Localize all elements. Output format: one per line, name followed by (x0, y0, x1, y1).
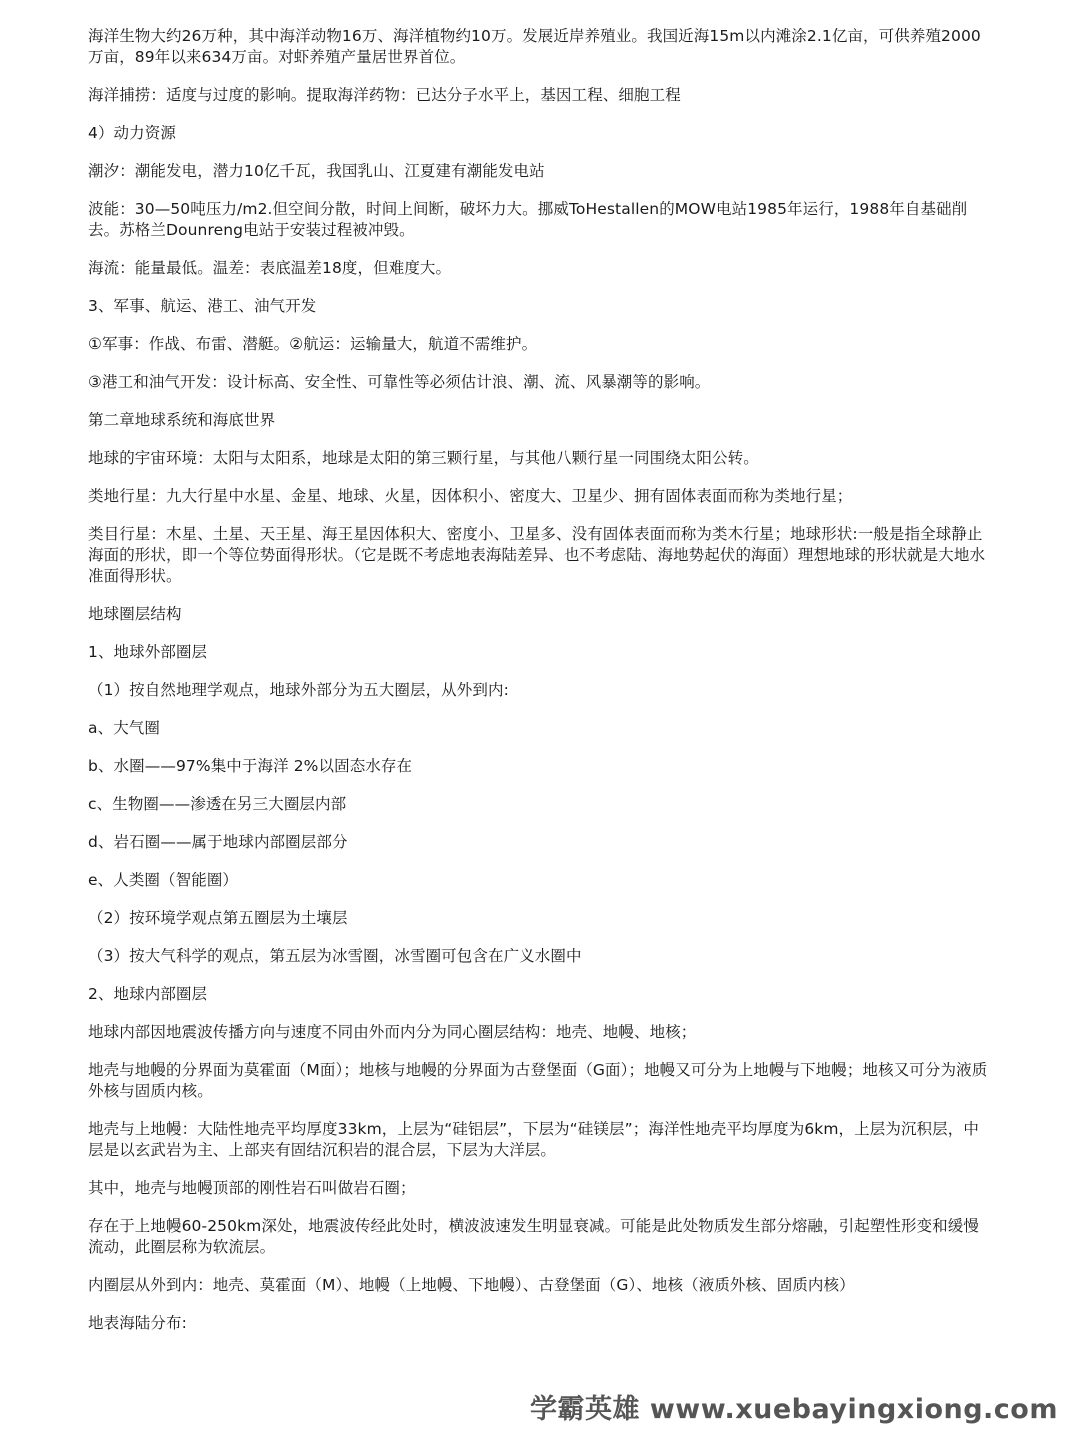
heading-outer-layers: 1、地球外部圈层 (88, 643, 208, 661)
site-watermark: 学霸英雄 www.xuebayingxiong.com (529, 1394, 1058, 1425)
paragraph-military: ①军事：作战、布雷、潜艇。②航运：运输量大，航道不需维护。 (88, 335, 538, 353)
list-item-atmosphere: a、大气圈 (88, 719, 160, 737)
list-item-hydrosphere: b、水圈——97%集中于海洋 2%以固态水存在 (88, 757, 413, 775)
paragraph-port-oil: ③港工和油气开发：设计标高、安全性、可靠性等必须估计浪、潮、流、风暴潮等的影响。 (88, 373, 711, 391)
list-item-biosphere: c、生物圈——渗透在另三大圈层内部 (88, 795, 347, 813)
paragraph-boundaries: 地壳与地幔的分界面为莫霍面（M面）；地核与地幔的分界面为古登堡面（G面）；地幔又可分为上地幔与下地幔；地核又可分为液质外核与固质内核。 (88, 1061, 988, 1100)
paragraph-lithosphere-def: 其中，地壳与地幔顶部的刚性岩石叫做岩石圈； (88, 1179, 416, 1197)
paragraph-asthenosphere: 存在于上地幔60-250km深处，地震波传经此处时，横波波速发生明显衰减。可能是此处物质发生部分熔融，引起塑性形变和缓慢流动，此圈层称为软流层。 (88, 1217, 979, 1256)
paragraph-seismic-layers: 地球内部因地震波传播方向与速度不同由外而内分为同心圈层结构：地壳、地幔、地核； (88, 1023, 697, 1041)
list-item-lithosphere: d、岩石圈——属于地球内部圈层部分 (88, 833, 348, 851)
paragraph-ocean-current: 海流：能量最低。温差：表底温差18度，但难度大。 (88, 259, 452, 277)
paragraph-wave-energy: 波能：30—50吨压力/m2.但空间分散，时间上间断，破坏力大。挪威ToHestallen的MOW电站1985年运行，1988年自基础削去。苏格兰Dounreng电站于安装过程被冲毁。 (88, 200, 968, 239)
paragraph-soil-layer: （2）按环境学观点第五圈层为土壤层 (88, 909, 348, 927)
heading-earth-layers: 地球圈层结构 (88, 605, 182, 623)
paragraph-tidal: 潮汐：潮能发电，潜力10亿千瓦，我国乳山、江夏建有潮能发电站 (88, 162, 545, 180)
heading-inner-layers: 2、地球内部圈层 (88, 985, 208, 1003)
paragraph-cosmic-environment: 地球的宇宙环境：太阳与太阳系，地球是太阳的第三颗行星，与其他八颗行星一同围绕太阳公转。 (88, 449, 759, 467)
paragraph-land-sea: 地表海陆分布: (88, 1314, 187, 1332)
heading-power-resources: 4）动力资源 (88, 124, 176, 142)
paragraph-crust-mantle: 地壳与上地幔：大陆性地壳平均厚度33km，上层为“硅铝层”，下层为“硅镁层”；海洋性地壳平均厚度为6km，上层为沉积层，中层是以玄武岩为主、上部夹有固结沉积岩的混合层，下层为大洋层。 (88, 1120, 979, 1159)
paragraph-five-spheres: （1）按自然地理学观点，地球外部分为五大圈层，从外到内: (88, 681, 509, 699)
paragraph-marine-fishing: 海洋捕捞：适度与过度的影响。提取海洋药物：已达分子水平上，基因工程、细胞工程 (88, 86, 681, 104)
list-item-anthroposphere: e、人类圈（智能圈） (88, 871, 239, 889)
paragraph-jovian-planets: 类目行星：木星、土星、天王星、海王星因体积大、密度小、卫星多、没有固体表面而称为类木行星；地球形状:一般是指全球静止海面的形状，即一个等位势面得形状。（它是既不考虑地表海陆差异、也不考虑陆、海地势起伏的海面）理想地球的形状就是大地水准面得形状。 (88, 525, 986, 585)
heading-chapter-two: 第二章地球系统和海底世界 (88, 411, 276, 429)
paragraph-cryosphere: （3）按大气科学的观点，第五层为冰雪圈，冰雪圈可包含在广义水圈中 (88, 947, 582, 965)
document-body (88, 26, 992, 1351)
paragraph-terrestrial-planets: 类地行星：九大行星中水星、金星、地球、火星，因体积小、密度大、卫星少、拥有固体表面而称为类地行星； (88, 487, 853, 505)
heading-military-shipping: 3、军事、航运、港工、油气开发 (88, 297, 317, 315)
paragraph-inner-order: 内圈层从外到内：地壳、莫霍面（M）、地幔（上地幔、下地幔）、古登堡面（G）、地核（液质外核、固质内核） (88, 1276, 855, 1294)
paragraph-marine-organisms: 海洋生物大约26万种，其中海洋动物16万、海洋植物约10万。发展近岸养殖业。我国近海15m以内滩涂2.1亿亩，可供养殖2000万亩，89年以来634万亩。对虾养殖产量居世界首位。 (88, 27, 981, 66)
